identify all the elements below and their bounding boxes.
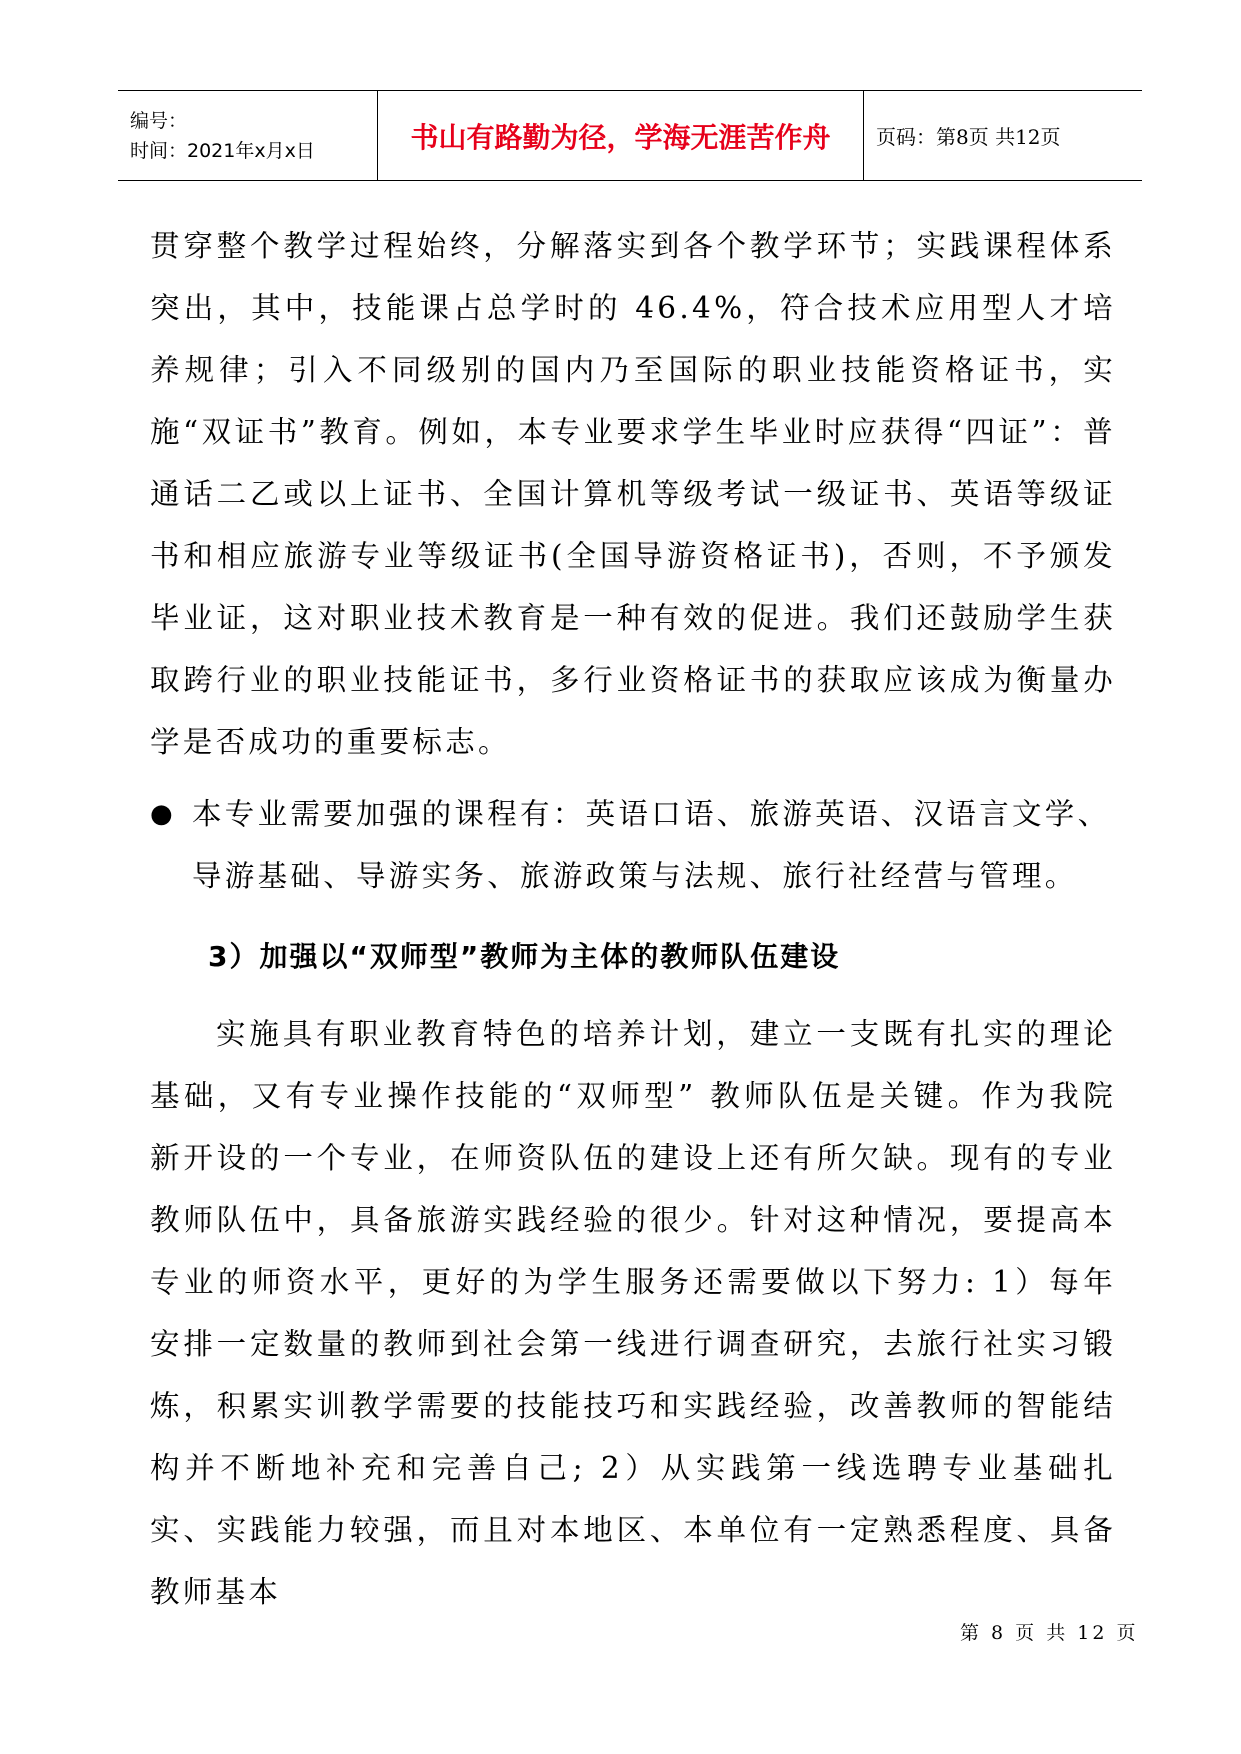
page-header [118, 90, 1142, 181]
time-label: 时间：2021年x月x日 [130, 139, 315, 162]
paragraph-3: 实施具有职业教育特色的培养计划，建立一支既有扎实的理论基础，又有专业操作技能的“双师型” 教师队伍是关键。作为我院新开设的一个专业，在师资队伍的建设上还有所欠缺。现有的专业教师队伍中，具备旅游实践经验的很少。针对这种情况，要提高本专业的师资水平，更好的为学生服务还需要做以下努力: 1）每年安排一定数量的教师到社会第一线进行调查研究，去旅行社实习锻炼，积累实训教学需要的技能技巧和实践经验，改善教师的智能结构并不断地补充和完善自己; 2）从实践第一线选聘专业基础扎实、实践能力较强，而且对本地区、本单位有一定熟悉程度、具备教师基本 [150, 1017, 1116, 1609]
bullet-icon: ● [150, 799, 176, 829]
serial-label: 编号： [130, 109, 188, 132]
document-body [150, 215, 1116, 1623]
bullet-text: 本专业需要加强的课程有：英语口语、旅游英语、汉语言文学、导游基础、导游实务、旅游政策与法规、旅行社经营与管理。 [192, 797, 1111, 893]
header-page-code: 页码：第8页 共12页 [876, 125, 1061, 149]
bullet-item [150, 783, 1116, 907]
paragraph-1: 贯穿整个教学过程始终，分解落实到各个教学环节；实践课程体系突出，其中，技能课占总学时的 46.4%，符合技术应用型人才培养规律；引入不同级别的国内乃至国际的职业技能资格证书，实施“双证书”教育。例如，本专业要求学生毕业时应获得“四证”：普通话二乙或以上证书、全国计算机等级考试一级证书、英语等级证书和相应旅游专业等级证书(全国导游资格证书)，否则，不予颁发毕业证，这对职业技术教育是一种有效的促进。我们还鼓励学生获取跨行业的职业技能证书，多行业资格证书的获取应该成为衡量办学是否成功的重要标志。 [150, 229, 1116, 759]
page-footer: 第 8 页 共 12 页 [960, 1622, 1139, 1644]
section-heading: 3）加强以“双师型”教师为主体的教师队伍建设 [208, 940, 841, 973]
header-meta [118, 91, 378, 180]
header-motto: 书山有路勤为径，学海无涯苦作舟 [378, 91, 864, 180]
